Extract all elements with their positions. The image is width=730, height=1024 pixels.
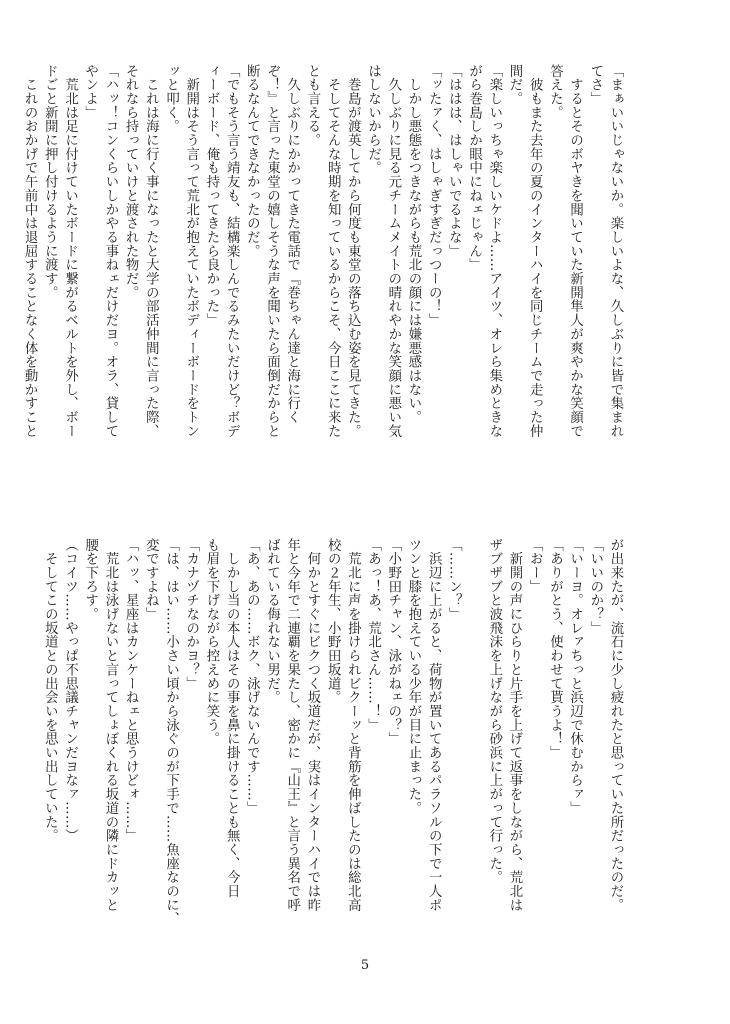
text-line: 「ハッ！コンくらいしかやる事ねェだけだヨ。オラ、貸して xyxy=(102,64,118,438)
text-line: やンよ」 xyxy=(82,64,98,120)
text-line: がら巻島しか眼中にねェじゃん」 xyxy=(466,64,482,272)
text-line: ツンと膝を抱えている少年が目に止まった。 xyxy=(405,538,421,815)
text-line: 荒北は足に付けていたボードに繋がるベルトを外し、ボー xyxy=(62,64,78,438)
text-line: 「おー」 xyxy=(527,538,543,594)
text-line: 「いいのか？」 xyxy=(587,538,603,635)
text-line: 「あっ！あ、荒北さん……！」 xyxy=(365,538,381,732)
text-line: それなら持っていけと渡された物だ。 xyxy=(123,64,139,300)
text-line: 「は、はい……小さい頃から泳ぐのが下手で……魚座なのに、 xyxy=(163,538,179,926)
text-line: ィーボード、俺も持ってきたら良かった」 xyxy=(203,64,219,328)
text-line: 「いーヨ。オレァちっと浜辺で休むからァ」 xyxy=(567,538,583,815)
text-line: てさ」 xyxy=(587,64,603,106)
text-line: ドごと新開に押し付けるように渡す。 xyxy=(42,64,58,300)
text-line: そしてそんな時期を知っているからこそ、今日ここに来た xyxy=(325,64,341,438)
text-line: はしないからだ。 xyxy=(365,64,381,175)
blank-line xyxy=(463,538,483,958)
text-line: 年と今年で二連覇を果たし、密かに『山王』と言う異名で呼 xyxy=(284,538,300,912)
text-line: 「楽しいっちゃ楽しいケドよ……アイツ、オレら集めときな xyxy=(486,64,502,438)
text-line: 「……ン？」 xyxy=(446,538,462,622)
text-line: が出来たが、流石に少し疲れたと思っていた所だったのだ。 xyxy=(608,538,623,912)
text-line: そしてこの坂道との出会いを思い出していた。 xyxy=(42,538,58,843)
text-line: 荒北に声を掛けられビクーッと背筋を伸ばしたのは総北高 xyxy=(345,538,361,912)
lower-text-block xyxy=(39,538,625,958)
text-line: 「ハッ、星座はカンケーねェと思うけどォ……」 xyxy=(123,538,139,843)
text-line: とも言える。 xyxy=(304,64,320,148)
text-line: 「あ、あの……ボク、泳げないんです……」 xyxy=(244,538,260,815)
text-line: 「まぁいいじゃないか。楽しいよな、久しぶりに皆で集まれ xyxy=(608,64,623,438)
text-line: （コイツ……やっぱ不思議チャンだヨなァ……） xyxy=(62,538,78,843)
text-line: 久しぶりにかかってきた電話で『巻ちゃん達と海に行く xyxy=(284,64,300,425)
text-line: 答えた。 xyxy=(547,64,563,120)
text-line: 間だ。 xyxy=(506,64,522,106)
text-line: 「でもそう言う靖友も、結構楽しんでるみたいだけど？ボデ xyxy=(224,64,240,438)
text-line: するとそのボヤきを聞いていた新開隼人が爽やかな笑顔で xyxy=(567,64,583,438)
text-line: しかし悪態をつきながらも荒北の顔には嫌悪感はない。 xyxy=(405,64,421,425)
text-line: ッと叩く。 xyxy=(163,64,179,134)
text-line: 腰を下ろす。 xyxy=(82,538,98,622)
text-line: 荒北は泳げないと言ってしょぼくれる坂道の隣にドカッと xyxy=(102,538,118,912)
text-line: これのおかげで午前中は退屈することなく体を動かすこと xyxy=(22,64,38,438)
text-line: 久しぶりに見る元チームメイトの晴れやかな笑顔に悪い気 xyxy=(385,64,401,438)
page-number: 5 xyxy=(360,958,370,973)
text-line: も眉を下げながら控えめに笑う。 xyxy=(203,538,219,746)
text-line: ばれている侮れない男だ。 xyxy=(264,538,280,705)
upper-text-block xyxy=(19,64,625,504)
text-line: これは海に行く事になったと大学の部活仲間に言った際、 xyxy=(143,64,159,438)
text-line: 「小野田チャン、泳がねェの？」 xyxy=(385,538,401,746)
text-line: しかし当の本人はその事を鼻に掛けることも無く、今日 xyxy=(224,538,240,899)
text-line: 「カナヅチなのかヨ？」 xyxy=(183,538,199,691)
text-line: 校の２年生、小野田坂道。 xyxy=(325,538,341,705)
text-line: 「ありがとう、使わせて貰うよ！」 xyxy=(547,538,563,760)
text-line: 浜辺に上がると、荷物が置いてあるパラソルの下で一人ポ xyxy=(426,538,442,912)
text-line: 変ですよね」 xyxy=(143,538,159,622)
text-line: 新開の声にひらりと片手を上げて返事をしながら、荒北は xyxy=(506,538,522,912)
text-line: 「ッたァく、はしゃぎすぎだっつーの！」 xyxy=(426,64,442,328)
text-line: 「ははは、はしゃいでるよな」 xyxy=(446,64,462,258)
text-line: 断るなんてできなかったのだ。 xyxy=(244,64,260,258)
text-line: ぞ！』と言った東堂の嬉しそうな声を聞いたら面倒だからと xyxy=(264,64,280,438)
text-line: 彼もまた去年の夏のインターハイを同じチームで走った仲 xyxy=(527,64,543,438)
text-line: 巻島が渡英してから何度も東堂の落ち込む姿を見てきた。 xyxy=(345,64,361,438)
text-line: ザブザブと波飛沫を上げながら砂浜に上がって行った。 xyxy=(486,538,502,885)
text-line: 何かとすぐにビクつく坂道だが、実はインターハイでは昨 xyxy=(304,538,320,912)
text-line: 新開はそう言って荒北が抱えていたボディーボードをトン xyxy=(183,64,199,438)
